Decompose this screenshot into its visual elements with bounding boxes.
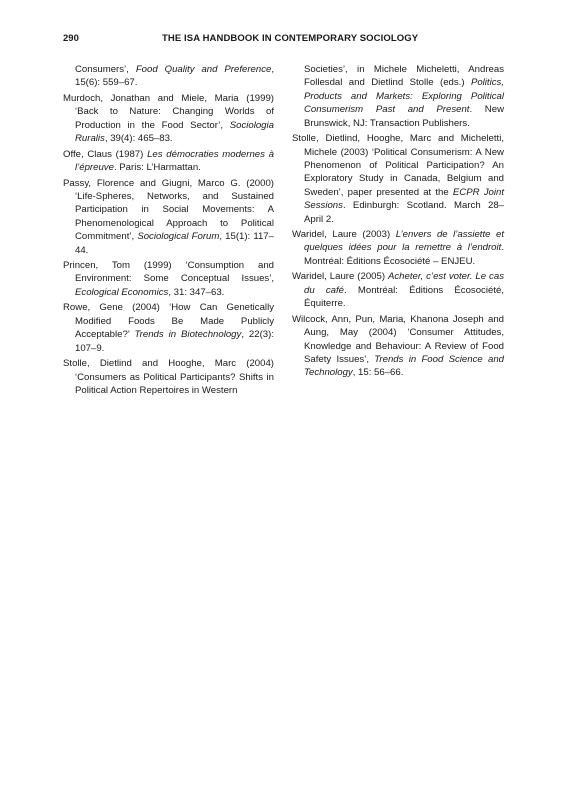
reference-text: Waridel, Laure (2005) [292, 271, 388, 283]
reference-entry-continued [63, 63, 274, 90]
reference-text: Murdoch, Jonathan and Miele, Maria (1999) ‘Back to Nature: Changing Worlds of Production in the Food Sector’, [63, 92, 274, 131]
reference-entry [63, 148, 274, 175]
reference-text: , 39(4): 465–83. [104, 133, 173, 145]
reference-text: . New Brunswick, NJ: Transaction Publishers. [304, 104, 504, 129]
reference-text: Princen, Tom (1999) ‘Consumption and Environment: Some Conceptual Issues’, [63, 260, 274, 285]
reference-title-italic: L’envers de l’assiette et quelques idées pour la remettre à l’endroit [304, 229, 504, 254]
reference-title-italic: Food Quality and Preference [135, 64, 272, 75]
references-left-column [63, 63, 274, 399]
reference-text: Passy, Florence and Giugni, Marco G. (2000) ‘Life-Spheres, Networks, and Sustained Participation in Social Movements: A Phenomenological Approach to Political Commitment’, [63, 177, 274, 243]
reference-text: , 15: 56–66. [352, 367, 404, 379]
reference-text: . Montréal: Éditions Écosociété, Équiterre. [304, 284, 504, 310]
references-right-column [292, 63, 504, 382]
page-header [63, 33, 503, 47]
reference-entry [292, 270, 504, 310]
reference-entry [63, 259, 274, 299]
reference-text: . Edinburgh: Scotland. March 28–April 2. [304, 200, 504, 225]
reference-text: Wilcock, Ann, Pun, Maria, Khanona Joseph and Aung, May (2004) ‘Consumer Attitudes, Knowledge and Behaviour: A Review of Food Safety Issues’, [292, 313, 504, 365]
reference-title-italic: ECPR Joint Sessions [304, 186, 505, 212]
reference-entry [292, 313, 504, 380]
reference-title-italic: Trends in Biotechnology [134, 329, 242, 341]
reference-entry [63, 177, 274, 257]
reference-text: . Montréal: Éditions Écosociété – ENJEU. [304, 242, 504, 267]
reference-title-italic: Sociologia Ruralis [75, 119, 274, 145]
reference-text: Rowe, Gene (2004) ‘How Can Genetically Modified Foods Be Made Publicly Acceptable?’ [63, 302, 274, 341]
reference-title-italic: Politics, Products and Markets: Exploring Political Consumerism Past and Present [304, 77, 504, 116]
reference-title-italic: Ecological Economics [75, 286, 169, 298]
reference-title-italic: Acheter, c’est voter. Le cas du café [304, 271, 504, 296]
reference-text: Societies’, in Michele Micheletti, Andreas Follesdal and Dietlind Stolle (eds.) [304, 64, 504, 89]
reference-text: Consumers’, [75, 64, 136, 75]
reference-title-italic: Trends in Food Science and Technology [304, 353, 504, 379]
reference-title-italic: Sociological Forum [137, 231, 220, 243]
reference-text: , 15(6): 559–67. [75, 64, 274, 89]
reference-entry [63, 92, 274, 146]
reference-entry [292, 132, 504, 226]
reference-entry [63, 301, 274, 355]
reference-title-italic: Les démocraties modernes à l’épreuve [75, 148, 274, 174]
reference-text: , 22(3): 107–9. [75, 329, 274, 354]
reference-text: Waridel, Laure (2003) [292, 229, 396, 241]
reference-text: , 15(1): 117–44. [75, 231, 274, 256]
reference-text: Stolle, Dietlind and Hooghe, Marc (2004) ‘Consumers as Political Participants? Shifts in Political Action Repertoires in Western [63, 358, 274, 396]
page-number: 290 [63, 33, 79, 44]
reference-text: , 31: 347–63. [168, 286, 225, 298]
reference-text: Stolle, Dietlind, Hooghe, Marc and Micheletti, Michele (2003) ‘Political Consumerism: A New Phenomenon of Political Participation? An Exploratory Study in Canada, Belgium and Sweden’, paper presented at the [292, 133, 504, 198]
reference-entry-continued [292, 63, 504, 130]
reference-text: Offe, Claus (1987) [63, 148, 148, 160]
reference-entry [292, 228, 504, 268]
reference-text: . Paris: L’Harmattan. [113, 162, 201, 174]
reference-entry [63, 357, 274, 397]
running-title: THE ISA HANDBOOK IN CONTEMPORARY SOCIOLOGY [162, 33, 419, 44]
